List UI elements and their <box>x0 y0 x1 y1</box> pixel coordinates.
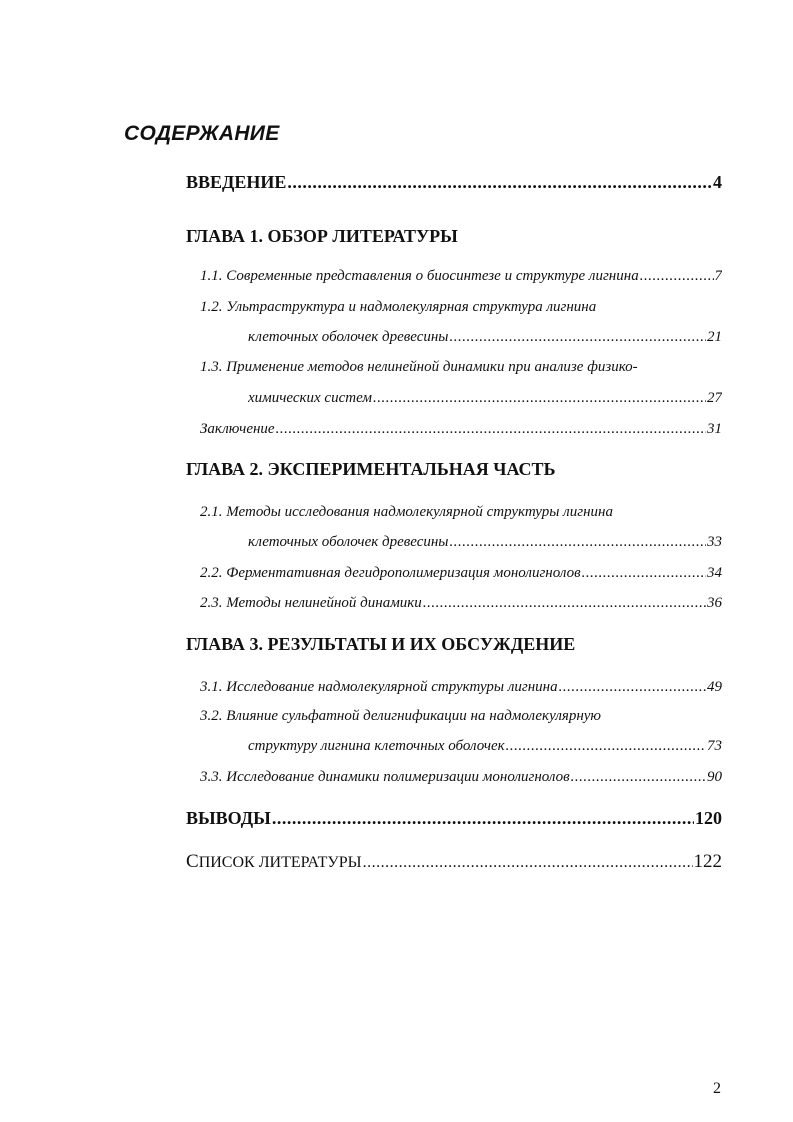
leader-dots <box>276 421 706 438</box>
toc-entry-label: ВЫВОДЫ <box>186 808 271 828</box>
toc-entry-page: 90 <box>707 769 722 785</box>
toc-entry-2-1 <box>248 534 722 551</box>
toc-entry-page: 27 <box>707 390 722 406</box>
leader-dots <box>582 565 706 582</box>
leader-dots <box>640 268 714 285</box>
toc-entry-label: химических систем <box>248 390 372 406</box>
references-rest: ПИСОК ЛИТЕРАТУРЫ <box>198 854 362 871</box>
toc-entry-page: 120 <box>695 808 722 828</box>
toc-entry-label: ВВЕДЕНИЕ <box>186 172 287 192</box>
toc-entry-page: 73 <box>707 738 722 754</box>
toc-entry-label: 3.3. Исследование динамики полимеризации монолигнолов <box>200 769 570 785</box>
toc-entry-2-3 <box>200 595 722 612</box>
toc-entry-1-3-line1: 1.3. Применение методов нелинейной динамики при анализе физико- <box>200 359 638 375</box>
toc-entry-page: 33 <box>707 534 722 550</box>
toc-entry-label: 1.1. Современные представления о биосинтезе и структуре лигнина <box>200 268 639 284</box>
leader-dots <box>449 329 706 346</box>
chapter-3-heading: ГЛАВА 3. РЕЗУЛЬТАТЫ И ИХ ОБСУЖДЕНИЕ <box>186 634 576 654</box>
references-first-letter: С <box>186 851 199 872</box>
toc-entry-label: Заключение <box>200 421 275 437</box>
leader-dots <box>373 390 706 407</box>
toc-entry-page: 34 <box>707 565 722 581</box>
chapter-2-heading: ГЛАВА 2. ЭКСПЕРИМЕНТАЛЬНАЯ ЧАСТЬ <box>186 459 556 479</box>
leader-dots <box>423 595 706 612</box>
toc-entry-conclusion <box>200 421 722 438</box>
toc-entry-label: клеточных оболочек древесины <box>248 329 449 345</box>
toc-entry-1-3 <box>248 390 722 407</box>
toc-entry-page: 21 <box>707 329 722 345</box>
toc-entry-label: 2.2. Ферментативная дегидрополимеризация монолигнолов <box>200 565 581 581</box>
chapter-1-heading: ГЛАВА 1. ОБЗОР ЛИТЕРАТУРЫ <box>186 226 458 246</box>
leader-dots <box>363 854 693 872</box>
toc-entry-page: 36 <box>707 595 722 611</box>
toc-entry-3-3 <box>200 769 722 786</box>
toc-entry-page: 122 <box>693 851 722 872</box>
toc-entry-label: 3.1. Исследование надмолекулярной структуры лигнина <box>200 679 558 695</box>
leader-dots <box>571 769 706 786</box>
toc-entry-label <box>186 851 362 873</box>
toc-entry-page: 7 <box>714 268 722 284</box>
toc-entry-label: структуру лигнина клеточных оболочек <box>248 738 505 754</box>
toc-entry-3-1 <box>200 679 722 696</box>
toc-title: СОДЕРЖАНИЕ <box>124 122 280 145</box>
toc-entry-page: 31 <box>707 421 722 437</box>
toc-entry-page: 4 <box>713 172 722 192</box>
leader-dots <box>287 172 712 193</box>
leader-dots <box>559 679 706 696</box>
toc-entry-3-2-line1: 3.2. Влияние сульфатной делигнификации на надмолекулярную <box>200 708 602 724</box>
toc-entry-conclusions <box>186 808 722 829</box>
leader-dots <box>272 808 694 829</box>
toc-entry-1-1 <box>200 268 722 285</box>
toc-entry-1-2-line1: 1.2. Ультраструктура и надмолекулярная структура лигнина <box>200 299 597 315</box>
toc-entry-page: 49 <box>707 679 722 695</box>
toc-entry-intro <box>186 172 722 193</box>
toc-entry-3-2 <box>248 738 722 755</box>
page-number: 2 <box>713 1080 721 1097</box>
toc-entry-2-1-line1: 2.1. Методы исследования надмолекулярной структуры лигнина <box>200 504 613 520</box>
toc-entry-1-2 <box>248 329 722 346</box>
leader-dots <box>449 534 706 551</box>
leader-dots <box>506 738 706 755</box>
toc-entry-references <box>186 851 722 873</box>
toc-entry-2-2 <box>200 565 722 582</box>
toc-entry-label: клеточных оболочек древесины <box>248 534 449 550</box>
toc-entry-label: 2.3. Методы нелинейной динамики <box>200 595 422 611</box>
